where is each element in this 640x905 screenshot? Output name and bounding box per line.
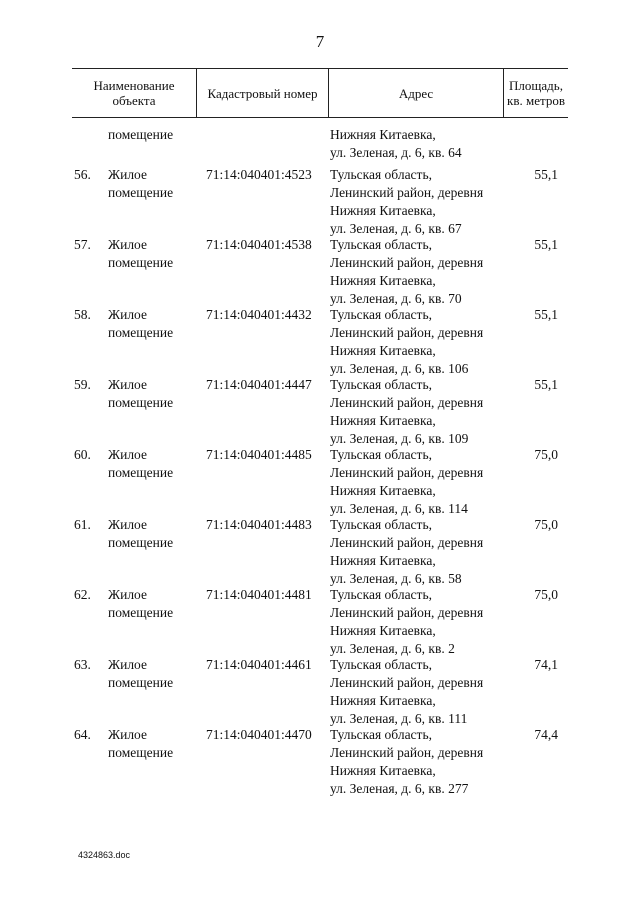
address-line: ул. Зеленая, д. 6, кв. 106 (330, 361, 469, 376)
object-name-line: Жилое (108, 377, 147, 392)
table-row (72, 376, 568, 446)
address-cell (330, 166, 510, 238)
object-name (108, 306, 208, 342)
address-line: Тульская область, (330, 237, 432, 252)
object-name-line: помещение (108, 325, 174, 340)
address-line: Тульская область, (330, 657, 432, 672)
row-number: 63. (74, 657, 91, 672)
address-line: ул. Зеленая, д. 6, кв. 64 (330, 145, 462, 160)
table-row-continuation (72, 126, 568, 166)
object-name-line: Жилое (108, 727, 147, 742)
address-line: Нижняя Китаевка, (330, 763, 436, 778)
object-name-line: Жилое (108, 657, 147, 672)
address-line: Ленинский район, деревня (330, 465, 484, 480)
object-name-line: Жилое (108, 587, 147, 602)
address-line: ул. Зеленая, д. 6, кв. 277 (330, 781, 469, 796)
object-name-line: Жилое (108, 307, 147, 322)
page-number: 7 (315, 32, 325, 51)
table-row (72, 586, 568, 656)
object-name (108, 166, 208, 202)
row-number: 58. (74, 307, 91, 322)
cadastral-number: 71:14:040401:4461 (206, 657, 312, 672)
address-line: Нижняя Китаевка, (330, 273, 436, 288)
address-line: ул. Зеленая, д. 6, кв. 111 (330, 711, 468, 726)
header-name: Наименование объекта (93, 78, 175, 108)
area-value: 75,0 (534, 587, 558, 602)
area-value: 55,1 (534, 307, 558, 322)
row-number: 56. (74, 167, 91, 182)
address-line: Нижняя Китаевка, (330, 623, 436, 638)
cadastral-number: 71:14:040401:4523 (206, 167, 312, 182)
address-line: Ленинский район, деревня (330, 745, 484, 760)
address-line: Тульская область, (330, 517, 432, 532)
object-name-line: Жилое (108, 517, 147, 532)
address-line: Нижняя Китаевка, (330, 343, 436, 358)
object-name-line: помещение (108, 255, 174, 270)
address-cell (330, 306, 510, 378)
object-name-line: помещение (108, 185, 174, 200)
address-line: Ленинский район, деревня (330, 255, 484, 270)
address-cell (330, 516, 510, 588)
table-row (72, 236, 568, 306)
table-row (72, 656, 568, 726)
object-name-line: помещение (108, 605, 174, 620)
address-cell (330, 446, 510, 518)
object-name (108, 236, 208, 272)
object-name-line: помещение (108, 465, 174, 480)
cadastral-number: 71:14:040401:4483 (206, 517, 312, 532)
object-name (108, 516, 208, 552)
area-value: 55,1 (534, 237, 558, 252)
object-name (108, 586, 208, 622)
table-row (72, 306, 568, 376)
object-name-line: Жилое (108, 447, 147, 462)
header-area: Площадь, кв. метров (507, 78, 565, 108)
object-name (108, 726, 208, 762)
address-cell (330, 376, 510, 448)
address-line: Ленинский район, деревня (330, 605, 484, 620)
address-line: Нижняя Китаевка, (330, 693, 436, 708)
address-line: Тульская область, (330, 447, 432, 462)
address-cell (330, 656, 510, 728)
address-line: Нижняя Китаевка, (330, 127, 436, 142)
area-value: 74,4 (534, 727, 558, 742)
object-name (108, 656, 208, 692)
address-cell (330, 726, 510, 798)
address-line: Тульская область, (330, 727, 432, 742)
area-value: 74,1 (534, 657, 558, 672)
address-line: Нижняя Китаевка, (330, 203, 436, 218)
table-header (72, 68, 568, 118)
row-number: 62. (74, 587, 91, 602)
address-line: Ленинский район, деревня (330, 325, 484, 340)
cadastral-number: 71:14:040401:4470 (206, 727, 312, 742)
row-number: 57. (74, 237, 91, 252)
object-name-line: помещение (108, 395, 174, 410)
address-line: Тульская область, (330, 307, 432, 322)
cadastral-number: 71:14:040401:4432 (206, 307, 312, 322)
area-value: 75,0 (534, 447, 558, 462)
object-name (108, 446, 208, 482)
object-name-line: помещение (108, 745, 174, 760)
area-value: 55,1 (534, 377, 558, 392)
cadastral-number: 71:14:040401:4538 (206, 237, 312, 252)
address-line: Тульская область, (330, 167, 432, 182)
object-name (108, 376, 208, 412)
address-line: Нижняя Китаевка, (330, 483, 436, 498)
cadastral-number: 71:14:040401:4485 (206, 447, 312, 462)
address-line: ул. Зеленая, д. 6, кв. 114 (330, 501, 468, 516)
address-line: ул. Зеленая, д. 6, кв. 70 (330, 291, 462, 306)
object-name-line: Жилое (108, 237, 147, 252)
address-line: Тульская область, (330, 377, 432, 392)
address-cell (330, 586, 510, 658)
address-line: Нижняя Китаевка, (330, 413, 436, 428)
row-number: 61. (74, 517, 91, 532)
row-number: 64. (74, 727, 91, 742)
address-line: Тульская область, (330, 587, 432, 602)
address-line: Ленинский район, деревня (330, 395, 484, 410)
header-address: Адрес (398, 85, 434, 101)
object-name: помещение (108, 127, 174, 142)
address-line: ул. Зеленая, д. 6, кв. 67 (330, 221, 462, 236)
row-number: 60. (74, 447, 91, 462)
address-line: Ленинский район, деревня (330, 185, 484, 200)
area-value: 75,0 (534, 517, 558, 532)
table-row (72, 516, 568, 586)
header-cadastral: Кадастровый номер (207, 85, 318, 101)
address-cell (330, 126, 510, 162)
address-line: ул. Зеленая, д. 6, кв. 109 (330, 431, 469, 446)
cadastral-number: 71:14:040401:4481 (206, 587, 312, 602)
address-line: Ленинский район, деревня (330, 675, 484, 690)
table-row (72, 166, 568, 236)
row-number: 59. (74, 377, 91, 392)
table-body (72, 126, 568, 796)
address-line: ул. Зеленая, д. 6, кв. 2 (330, 641, 455, 656)
address-cell (330, 236, 510, 308)
area-value: 55,1 (534, 167, 558, 182)
object-name-line: Жилое (108, 167, 147, 182)
cadastral-number: 71:14:040401:4447 (206, 377, 312, 392)
object-name-line: помещение (108, 535, 174, 550)
address-line: Нижняя Китаевка, (330, 553, 436, 568)
address-line: ул. Зеленая, д. 6, кв. 58 (330, 571, 462, 586)
address-line: Ленинский район, деревня (330, 535, 484, 550)
file-footer: 4324863.doc (78, 850, 131, 860)
object-name-line: помещение (108, 675, 174, 690)
table-row (72, 446, 568, 516)
table-row (72, 726, 568, 796)
